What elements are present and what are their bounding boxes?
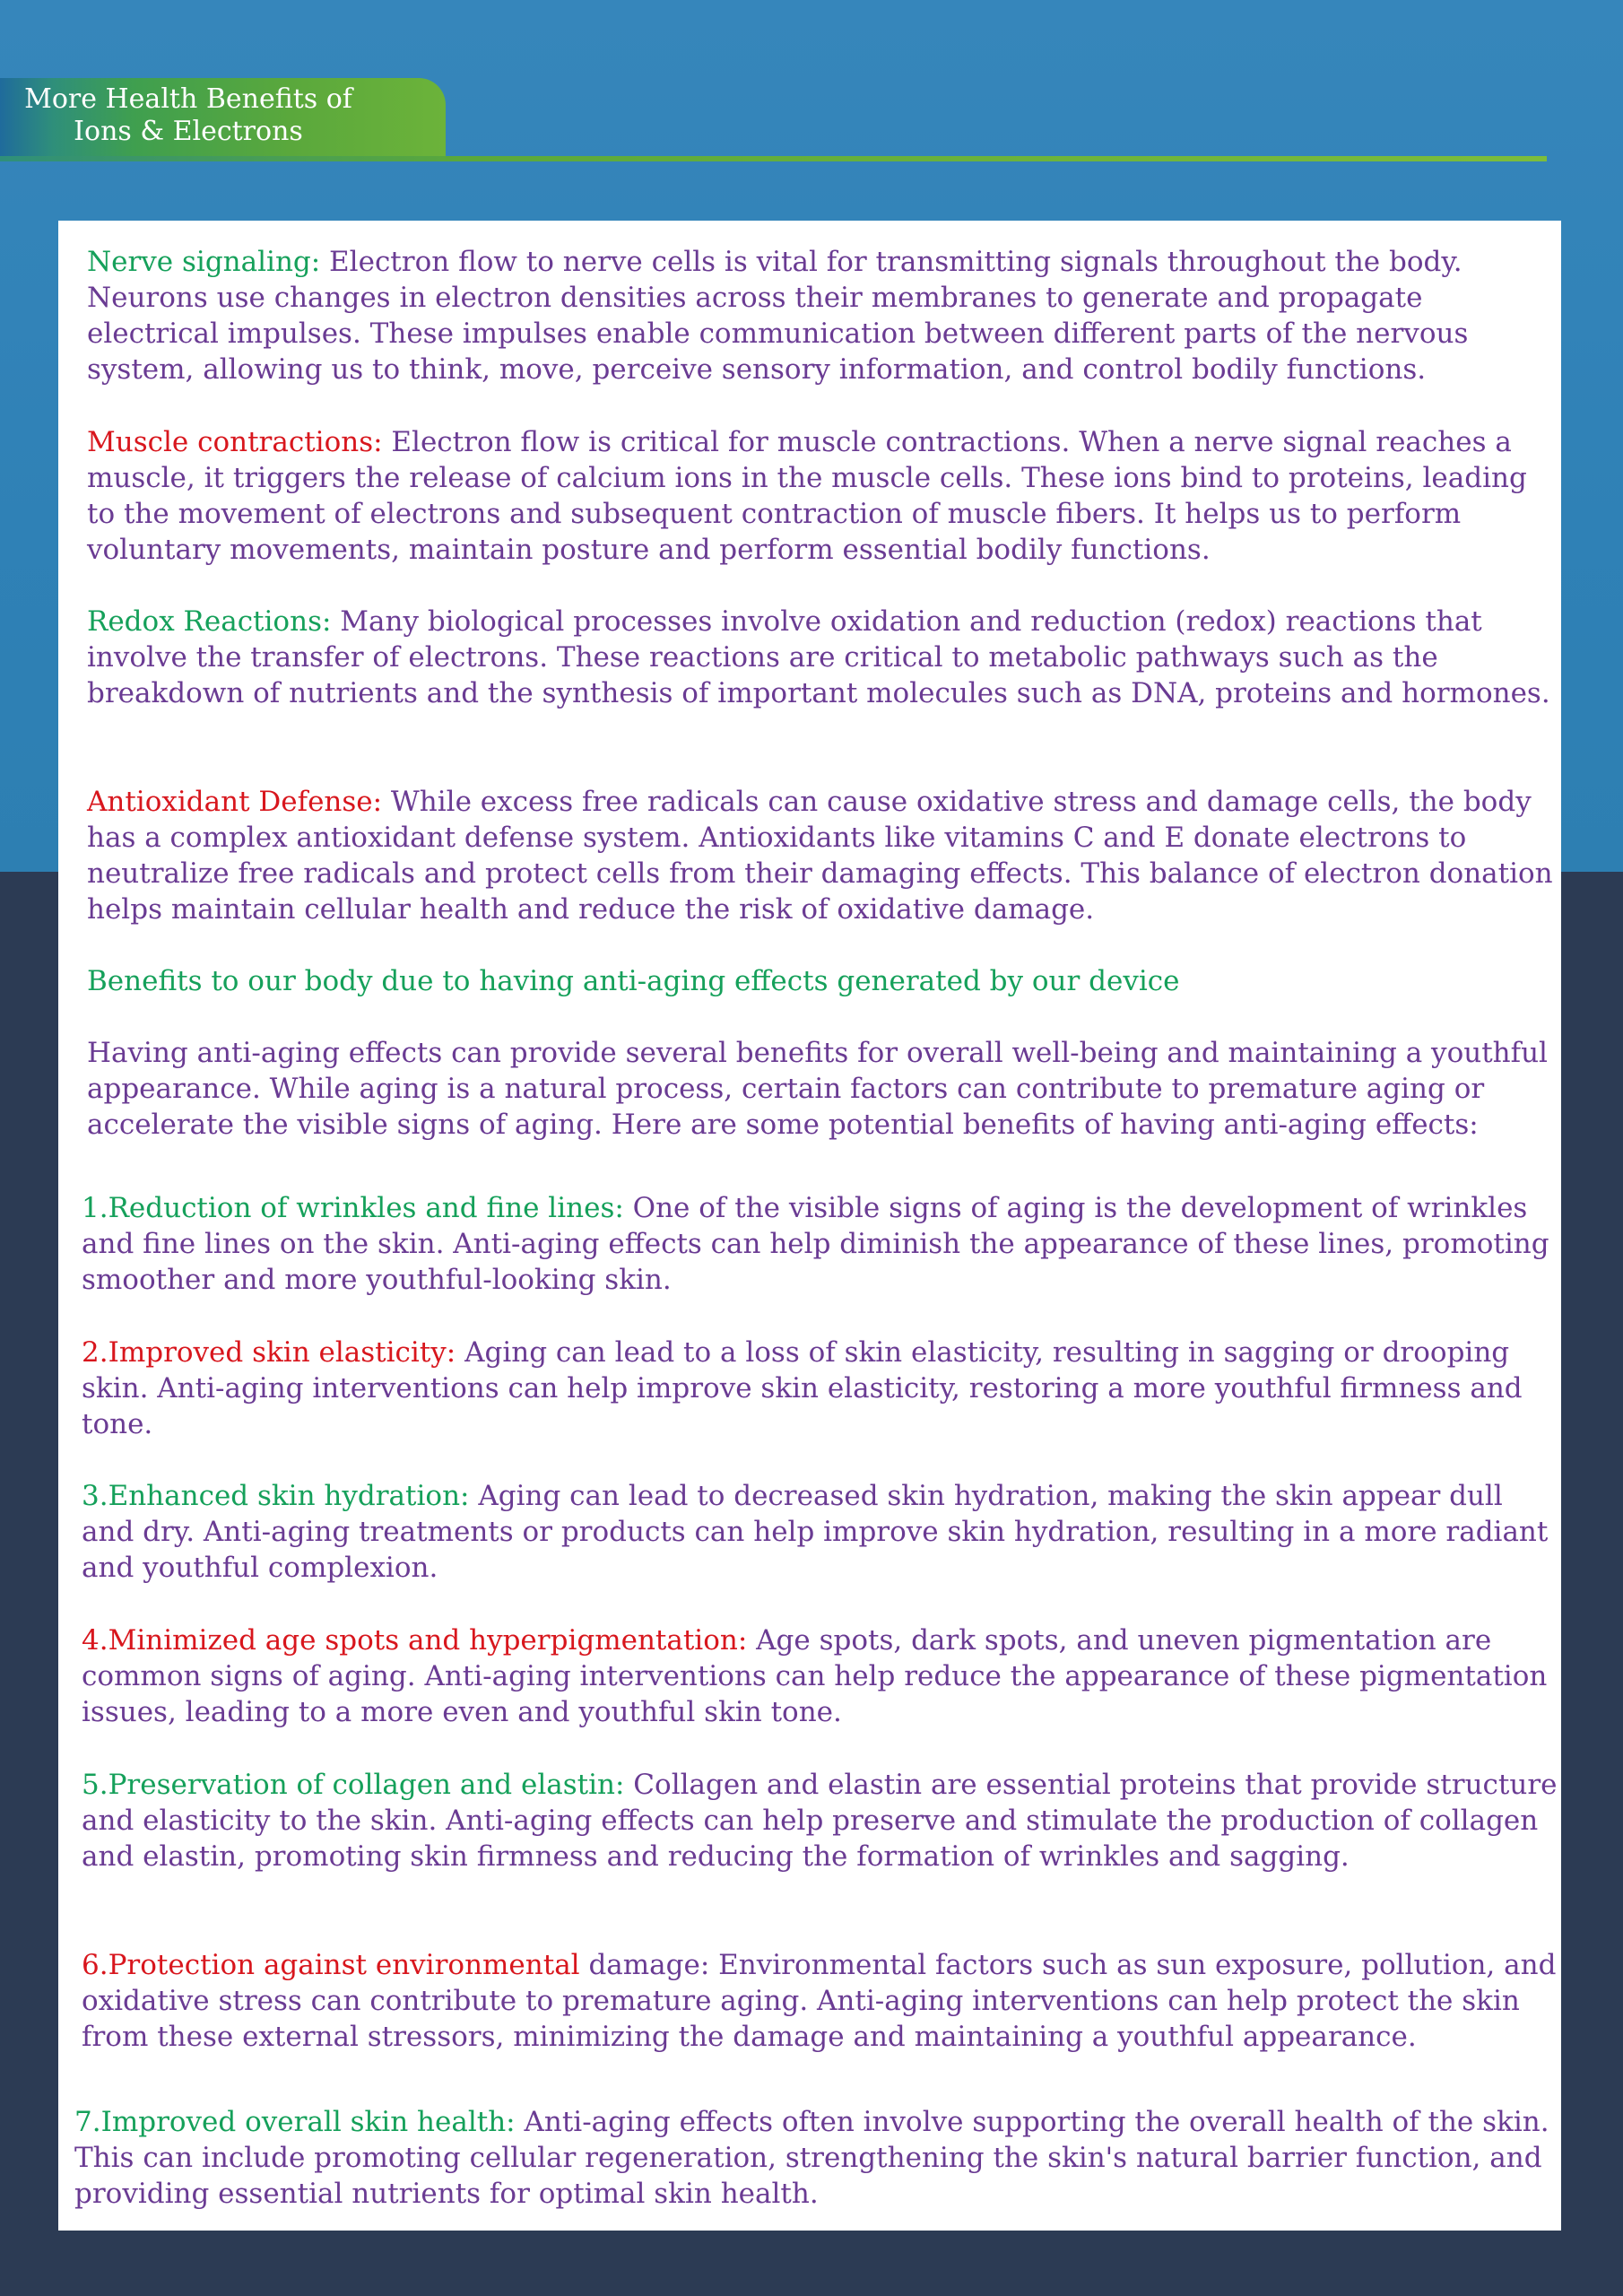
- section-antioxidant-defense: [87, 784, 1558, 927]
- benefits-heading: Benefits to our body due to having anti-aging effects generated by our device: [87, 965, 1180, 997]
- benefit-item-3: [82, 1478, 1561, 1586]
- benefit-body: Aging can lead to a loss of skin elasticity, resulting in sagging or drooping skin. Anti-aging interventions can help improve skin elasticity, restoring a more youthful firmness and tone.: [82, 1336, 1523, 1440]
- content-panel: [58, 221, 1561, 2231]
- benefit-body: Age spots, dark spots, and uneven pigmentation are common signs of aging. Anti-aging interventions can help reduce the appearance of these pigmentation issues, leading to a more even and youthful skin tone.: [82, 1624, 1548, 1728]
- benefit-heading: 6.Protection against environmental: [82, 1949, 580, 1981]
- page-title-line-2: Ions & Electrons: [74, 116, 303, 147]
- section-body: While excess free radicals can cause oxidative stress and damage cells, the body has a complex antioxidant defense system. Antioxidants like vitamins C and E donate electrons to neutralize free radicals and protect cells from their damaging effects. This balance of electron donation helps maintain cellular health and reduce the risk of oxidative damage.: [87, 786, 1553, 926]
- section-redox-reactions: [87, 604, 1558, 711]
- benefit-heading: 5.Preservation of collagen and elastin:: [82, 1769, 625, 1801]
- benefit-item-1: [82, 1190, 1558, 1298]
- benefit-heading-tail: damage:: [579, 1949, 710, 1981]
- benefit-body: Anti-aging effects often involve supporting the overall health of the skin. This can include promoting cellular regeneration, strengthening the skin's natural barrier function, and providing essential nutrients for optimal skin health.: [74, 2106, 1549, 2210]
- benefit-item-5: [82, 1767, 1558, 1874]
- benefit-heading: 4.Minimized age spots and hyperpigmentation:: [82, 1624, 748, 1657]
- benefit-item-2: [82, 1335, 1558, 1442]
- benefit-body: Environmental factors such as sun exposure, pollution, and oxidative stress can contribute to premature aging. Anti-aging interventions can help protect the skin from these external stressors, minimizing the damage and maintaining a youthful appearance.: [82, 1949, 1557, 2053]
- section-nerve-signaling: [87, 244, 1558, 387]
- section-heading: Antioxidant Defense:: [87, 786, 383, 818]
- benefit-item-4: [82, 1622, 1558, 1730]
- benefit-body: Collagen and elastin are essential proteins that provide structure and elasticity to the skin. Anti-aging effects can help preserve and stimulate the production of collagen and elastin, promoting skin firmness and reducing the formation of wrinkles and sagging.: [82, 1769, 1558, 1873]
- section-body: Electron flow to nerve cells is vital for transmitting signals throughout the body. Neurons use changes in electron densities across their membranes to generate and propagate electrical impulses. These impulses enable communication between different parts of the nervous system, allowing us to think, move, perceive sensory information, and control bodily functions.: [87, 246, 1469, 386]
- benefits-intro: Having anti-aging effects can provide several benefits for overall well-being and maintaining a youthful appearance. While aging is a natural process, certain factors can contribute to premature aging or accelerate the visible signs of aging. Here are some potential benefits of having anti-aging effects:: [87, 1037, 1548, 1141]
- page-title: [0, 83, 377, 148]
- section-heading: Redox Reactions:: [87, 605, 332, 638]
- section-heading: Nerve signaling:: [87, 246, 321, 278]
- page-title-line-1: More Health Benefits of: [24, 83, 352, 115]
- benefit-body: Aging can lead to decreased skin hydration, making the skin appear dull and dry. Anti-aging treatments or products can help improve skin hydration, resulting in a more radiant and youthful complexion.: [82, 1480, 1549, 1584]
- header-banner: [0, 78, 1547, 163]
- section-muscle-contractions: [87, 424, 1558, 568]
- benefit-item-7: [74, 2104, 1558, 2212]
- section-heading: Muscle contractions:: [87, 426, 383, 458]
- benefit-body: One of the visible signs of aging is the development of wrinkles and fine lines on the skin. Anti-aging effects can help diminish the appearance of these lines, promoting smoother and more youthful-looking skin.: [82, 1192, 1549, 1296]
- benefit-heading: 2.Improved skin elasticity:: [82, 1336, 456, 1369]
- header-rule: [0, 156, 1547, 161]
- benefit-heading: 3.Enhanced skin hydration:: [82, 1480, 470, 1512]
- section-body: Many biological processes involve oxidation and reduction (redox) reactions that involve the transfer of electrons. These reactions are critical to metabolic pathways such as the breakdown of nutrients and the synthesis of important molecules such as DNA, proteins and hormones.: [87, 605, 1550, 709]
- benefit-heading: 1.Reduction of wrinkles and fine lines:: [82, 1192, 624, 1224]
- benefit-heading: 7.Improved overall skin health:: [74, 2106, 516, 2138]
- section-body: Electron flow is critical for muscle contractions. When a nerve signal reaches a muscle, it triggers the release of calcium ions in the muscle cells. These ions bind to proteins, leading to the movement of electrons and subsequent contraction of muscle fibers. It helps us to perform voluntary movements, maintain posture and perform essential bodily functions.: [87, 426, 1527, 566]
- benefit-item-6: [82, 1947, 1558, 2055]
